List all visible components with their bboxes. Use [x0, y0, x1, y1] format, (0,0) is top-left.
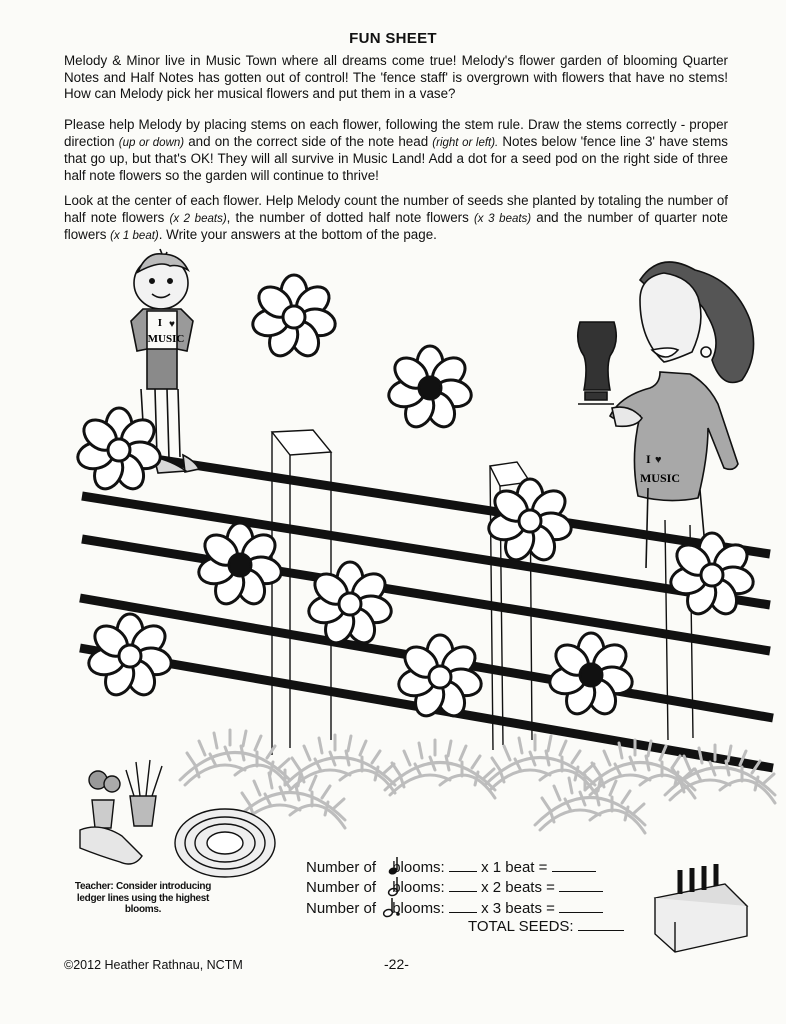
boy-shirt-heart: ♥: [169, 319, 175, 330]
garden-tools: [80, 760, 275, 877]
row2-result-blank[interactable]: [559, 878, 603, 892]
girl-shirt-music: MUSIC: [639, 471, 681, 485]
row1-result-blank[interactable]: [552, 858, 596, 872]
teacher-note: Teacher: Consider introducing ledger lines using the highest blooms.: [74, 881, 212, 915]
row3-multiplier: x 3 beats: [481, 900, 542, 917]
footer-copyright: ©2012 Heather Rathnau, NCTM: [64, 958, 243, 972]
row1-prefix: Number of: [306, 859, 377, 876]
row3-result-blank[interactable]: [559, 899, 603, 913]
row2-equals: =: [546, 879, 555, 896]
flower-half-note-5: [306, 562, 394, 647]
counting-italic-c: (x 1 beat): [110, 230, 159, 243]
total-seeds-label: TOTAL SEEDS:: [468, 918, 574, 935]
instructions-italic-a: (up or down): [118, 136, 185, 149]
row2-count-blank[interactable]: [449, 878, 477, 892]
flower-half-note-4: [668, 533, 756, 618]
total-seeds-row: [468, 917, 624, 935]
boy-shirt-i: I: [157, 317, 162, 329]
counting-text-b: , the number of dotted half note flowers: [226, 209, 469, 225]
instructions-italic-b: (right or left).: [432, 136, 499, 149]
counting-italic-b: (x 3 beats): [473, 212, 532, 225]
counting-text-c: and the number of quarter note flowers: [64, 209, 728, 243]
counting-text-d: . Write your answers at the bottom of the page.: [158, 227, 437, 243]
girl-shirt-heart: ♥: [655, 454, 662, 466]
flower-quarter-note-3: [547, 633, 635, 718]
counting-text-a: Look at the center of each flower. Help Melody count the number of seeds she planted by totaling the number of half note flowers: [64, 193, 728, 225]
row2-blooms: blooms:: [392, 879, 445, 896]
row1-multiplier: x 1 beat: [481, 859, 535, 876]
row2-prefix: Number of: [306, 879, 377, 896]
girl-shirt-i: I: [646, 452, 651, 466]
flower-half-note-1: [250, 275, 338, 360]
counting-italic-a: (x 2 beats): [169, 212, 227, 225]
intro-paragraph: Melody & Minor live in Music Town where all dreams come true! Melody's flower garden of blooming Quarter Notes and Half Notes has gotten out of control! The 'fence staff' is overgrown with flowers that have no stems! How can Melody pick her musical flowers and put them in a vase?: [64, 53, 728, 102]
total-seeds-blank[interactable]: [578, 917, 624, 931]
flower-half-note-3: [486, 479, 574, 564]
row3-blooms: blooms:: [392, 900, 445, 917]
flower-quarter-note-1: [386, 346, 474, 431]
row1-blooms: blooms:: [392, 859, 445, 876]
flower-quarter-note-2: [196, 523, 284, 608]
seed-box: [655, 864, 747, 952]
row3-count-blank[interactable]: [449, 899, 477, 913]
fern-bushes: [180, 730, 775, 833]
quarter-note-count-row: [306, 858, 596, 876]
footer-page-number: -22-: [384, 956, 409, 972]
row3-prefix: Number of: [306, 900, 377, 917]
row3-equals: =: [546, 900, 555, 917]
instructions-text-c: Notes below 'fence line 3' have stems that go up, but that's OK! They will all survive in Music Land! Add a dot for a seed pod on the right side of three half note flowers so the garden will continue to thrive!: [64, 133, 728, 183]
row1-count-blank[interactable]: [449, 858, 477, 872]
boy-shirt-music: MUSIC: [147, 333, 185, 345]
half-note-count-row: [306, 878, 603, 896]
instructions-text-b: and on the correct side of the note head: [188, 133, 429, 149]
dotted-half-note-count-row: [306, 899, 603, 917]
instructions-text-a: Please help Melody by placing stems on each flower, following the stem rule. Draw the stems correctly - proper direction: [64, 117, 728, 149]
flower-half-note-6: [86, 614, 174, 699]
row1-equals: =: [538, 859, 548, 876]
row2-multiplier: x 2 beats: [481, 879, 542, 896]
page-title: FUN SHEET: [349, 30, 437, 47]
flower-half-note-2: [75, 408, 163, 493]
